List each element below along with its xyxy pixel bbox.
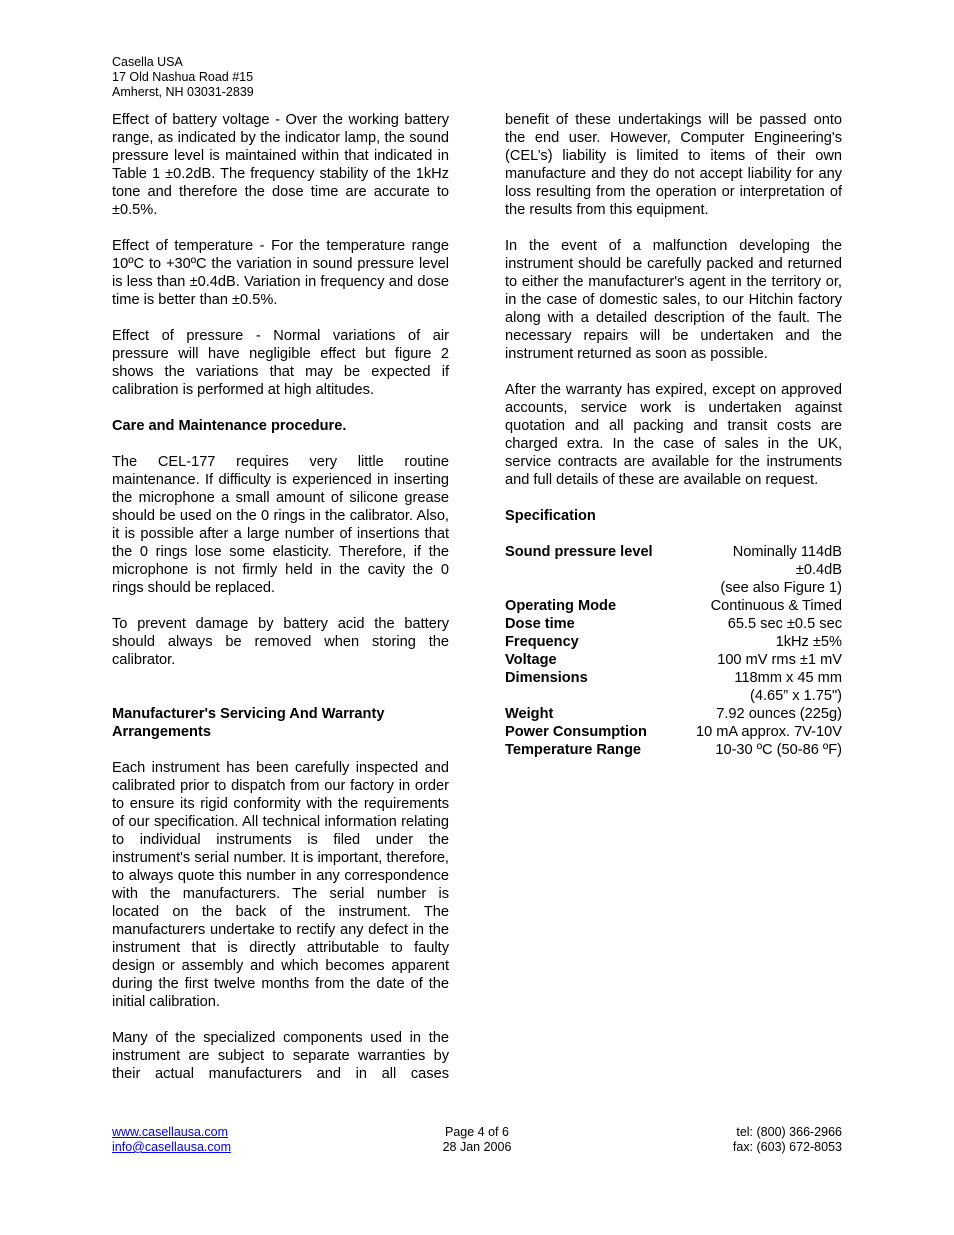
spec-value: ±0.4dB	[795, 562, 842, 578]
spec-label	[505, 687, 690, 705]
right-column	[505, 111, 842, 759]
spec-value: Nominally 114dB	[732, 544, 842, 560]
spec-value: (see also Figure 1)	[720, 580, 842, 596]
spec-label: Dose time	[505, 616, 575, 632]
care-heading: Care and Maintenance procedure.	[112, 418, 347, 434]
spec-value: 10 mA approx. 7V-10V	[695, 724, 842, 740]
spec-value: 7.92 ounces (225g)	[716, 706, 842, 722]
website-link[interactable]: www.casellausa.com	[112, 1125, 229, 1139]
spec-label: Dimensions	[505, 670, 588, 686]
spec-value: 100 mV rms ±1 mV	[717, 652, 842, 668]
document-date: 28 Jan 2006	[442, 1140, 512, 1154]
email-link[interactable]: info@casellausa.com	[112, 1140, 231, 1154]
address-line-1: 17 Old Nashua Road #15	[112, 70, 254, 84]
fax: fax: (603) 672-8053	[732, 1140, 842, 1154]
footer-links	[112, 1125, 231, 1155]
spec-value: 10-30 ºC (50-86 ºF)	[715, 742, 842, 758]
components-paragraph: Many of the specialized components used in the instrument are subject to separate warranties by their actual manufacturers and in all cases	[112, 1030, 449, 1082]
spec-value: 1kHz ±5%	[775, 634, 842, 650]
warranty-heading: Manufacturer's Servicing And Warranty Arrangements	[112, 706, 385, 740]
spec-label: Power Consumption	[505, 724, 647, 740]
specification-heading: Specification	[505, 508, 596, 524]
malfunction-paragraph: In the event of a malfunction developing the instrument should be carefully packed and returned to either the manufacturer's agent in the territory or, in the case of domestic sales, to our Hitchin factory along with a detailed description of the fault. The necessary repairs will be undertaken and the instrument returned as soon as possible.	[505, 238, 842, 362]
inspection-paragraph: Each instrument has been carefully inspected and calibrated prior to dispatch from our factory in order to ensure its rigid conformity with the requirements of our specification. All technical information relating to individual instruments is filed under the instrument's serial number. It is important, therefore, to always quote this number in any correspondence with the manufacturers. The serial number is located on the back of the instrument. The manufacturers undertake to rectify any defect in the instrument that is directly attributable to faulty design or assembly and which becomes apparent during the first twelve months from the date of the initial calibration.	[112, 760, 449, 1010]
battery-acid-paragraph: To prevent damage by battery acid the battery should always be removed when storing the calibrator.	[112, 616, 449, 668]
pressure-paragraph: Effect of pressure - Normal variations of air pressure will have negligible effect but figure 2 shows the variations that may be expected if calibration is performed at high altitudes.	[112, 328, 449, 398]
spec-label: Voltage	[505, 652, 557, 668]
telephone: tel: (800) 366-2966	[736, 1125, 842, 1139]
footer-page-info	[362, 1125, 592, 1155]
spec-label: Temperature Range	[505, 742, 641, 758]
specification-table	[505, 543, 842, 759]
company-name: Casella USA	[112, 55, 183, 69]
page-number: Page 4 of 6	[445, 1125, 509, 1139]
spec-label: Weight	[505, 706, 554, 722]
spec-label	[505, 579, 690, 597]
battery-voltage-paragraph: Effect of battery voltage - Over the working battery range, as indicated by the indicator lamp, the sound pressure level is maintained within that indicated in Table 1 ±0.2dB. The frequency stability of the 1kHz tone and therefore the dose time are accurate to ±0.5%.	[112, 112, 449, 218]
spec-label: Sound pressure level	[505, 544, 653, 560]
address-line-2: Amherst, NH 03031-2839	[112, 85, 254, 99]
spec-value: 118mm x 45 mm	[734, 670, 842, 686]
spec-label: Operating Mode	[505, 598, 617, 614]
expired-warranty-paragraph: After the warranty has expired, except on approved accounts, service work is undertaken against quotation and all packing and transit costs are charged extra. In the case of sales in the UK, service contracts are available for the instruments and full details of these are available on request.	[505, 382, 842, 488]
page-header	[112, 55, 254, 100]
spec-value: 65.5 sec ±0.5 sec	[727, 616, 842, 632]
maintenance-paragraph: The CEL-177 requires very little routine maintenance. If difficulty is experienced in inserting the microphone a small amount of silicone grease should be used on the 0 rings in the calibrator. Also, it is possible after a large number of insertions that the 0 rings lose some elasticity. Therefore, if the microphone is not firmly held in the cavity the 0 rings should be replaced.	[112, 454, 449, 596]
spec-label: Frequency	[505, 634, 579, 650]
footer-contact	[733, 1125, 842, 1155]
spec-value: Continuous & Timed	[710, 598, 842, 614]
temperature-paragraph: Effect of temperature - For the temperature range 10ºC to +30ºC the variation in sound pressure level is less than ±0.4dB. Variation in frequency and dose time is better than ±0.5%.	[112, 238, 449, 308]
liability-paragraph: benefit of these undertakings will be passed onto the end user. However, Computer Engineering's (CEL’s) liability is limited to items of their own manufacture and they do not accept liability for any loss resulting from the operation or interpretation of the results from this equipment.	[505, 112, 842, 218]
spec-label	[505, 561, 690, 579]
left-column	[112, 111, 449, 1101]
spec-value: (4.65” x 1.75")	[750, 688, 842, 704]
